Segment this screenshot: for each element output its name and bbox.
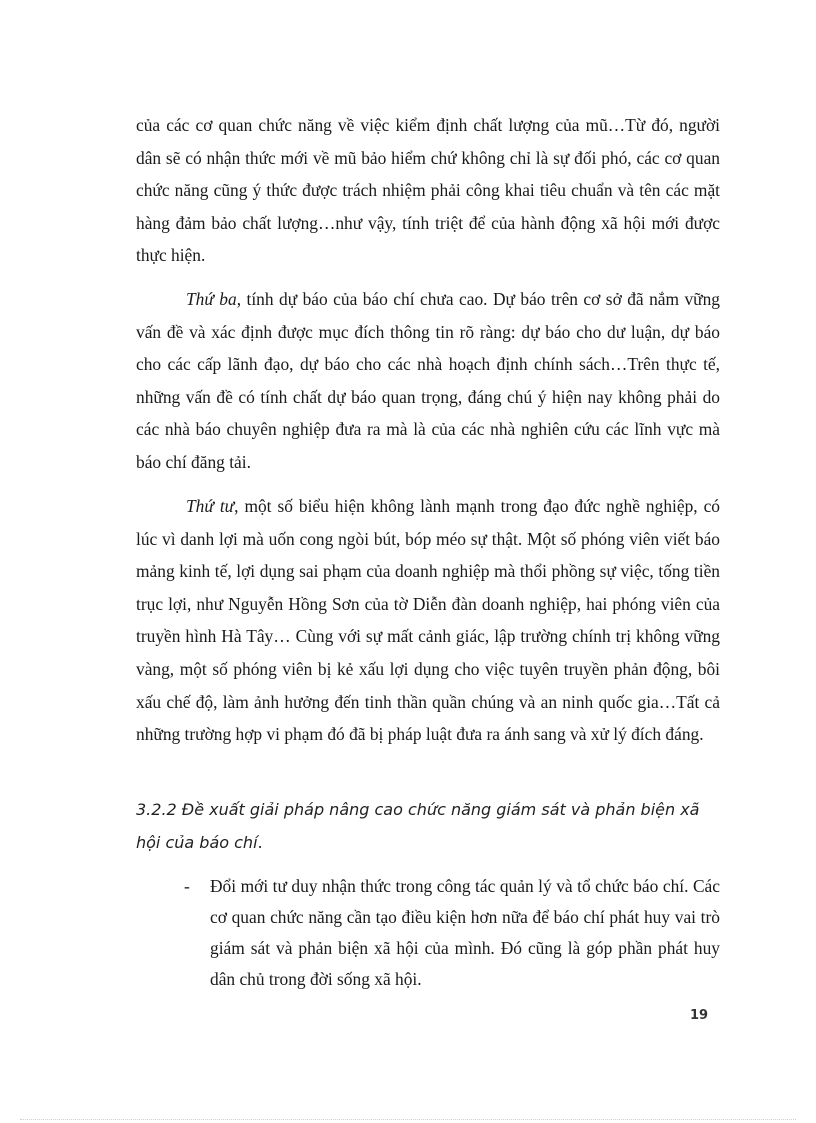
- paragraph-continuation: [136, 109, 720, 272]
- footer-divider: [20, 1119, 796, 1120]
- paragraph-body: , tính dự báo của báo chí chưa cao. Dự báo trên cơ sở đã nắm vững vấn đề và xác định được mục đích thông tin rõ ràng: dự báo cho dư luận, dự báo cho các cấp lãnh đạo, dự báo cho các nhà hoạch định chính sách…Trên thực tế, những vấn đề có tính chất dự báo quan trọng, đáng chú ý hiện nay không phải do các nhà báo chuyên nghiệp đưa ra mà là của các nhà nghiên cứu các lĩnh vực mà báo chí đăng tải.: [136, 289, 720, 472]
- paragraph-text: [136, 490, 720, 751]
- list-item: [184, 871, 720, 995]
- section-heading-period: .: [257, 832, 263, 852]
- section-heading-text: 3.2.2 Đề xuất giải pháp nâng cao chức năng giám sát và phản biện xã hội của báo chí: [136, 800, 700, 852]
- bullet-list: [184, 871, 720, 995]
- paragraph-lead-italic: Thứ tư: [186, 496, 235, 516]
- bullet-dash: -: [184, 876, 190, 896]
- section-heading: [136, 794, 720, 859]
- paragraph-thu-tu: [136, 490, 720, 751]
- paragraph-body: , một số biểu hiện không lành mạnh trong đạo đức nghề nghiệp, có lúc vì danh lợi mà uốn cong ngòi bút, bóp méo sự thật. Một số phóng viên viết báo mảng kinh tế, lợi dụng sai phạm của doanh nghiệp mà thổi phồng sự việc, tống tiền trục lợi, như Nguyễn Hồng Sơn của tờ Diễn đàn doanh nghiệp, hai phóng viên của truyền hình Hà Tây… Cùng với sự mất cảnh giác, lập trường chính trị không vững vàng, một số phóng viên bị kẻ xấu lợi dụng cho việc tuyên truyền phản động, bôi xấu chế độ, làm ảnh hưởng đến tinh thần quần chúng và an ninh quốc gia…Tất cả những trường hợp vi phạm đó đã bị pháp luật đưa ra ánh sang và xử lý đích đáng.: [136, 496, 720, 745]
- paragraph-text: [136, 283, 720, 479]
- paragraph-thu-ba: [136, 283, 720, 479]
- paragraph-text: của các cơ quan chức năng về việc kiểm định chất lượng của mũ…Từ đó, người dân sẽ có nhận thức mới về mũ bảo hiểm chứ không chỉ là sự đối phó, các cơ quan chức năng cũng ý thức được trách nhiệm phải công khai tiêu chuẩn và tên các mặt hàng đảm bảo chất lượng…như vậy, tính triệt để của hành động xã hội mới được thực hiện.: [136, 115, 720, 266]
- page-number: 19: [690, 1008, 709, 1023]
- list-item-text: Đổi mới tư duy nhận thức trong công tác quản lý và tổ chức báo chí. Các cơ quan chức năng cần tạo điều kiện hơn nữa để báo chí phát huy vai trò giám sát và phản biện xã hội của mình. Đó cũng là góp phần phát huy dân chủ trong đời sống xã hội.: [210, 876, 720, 989]
- paragraph-lead-italic: Thứ ba: [186, 289, 237, 309]
